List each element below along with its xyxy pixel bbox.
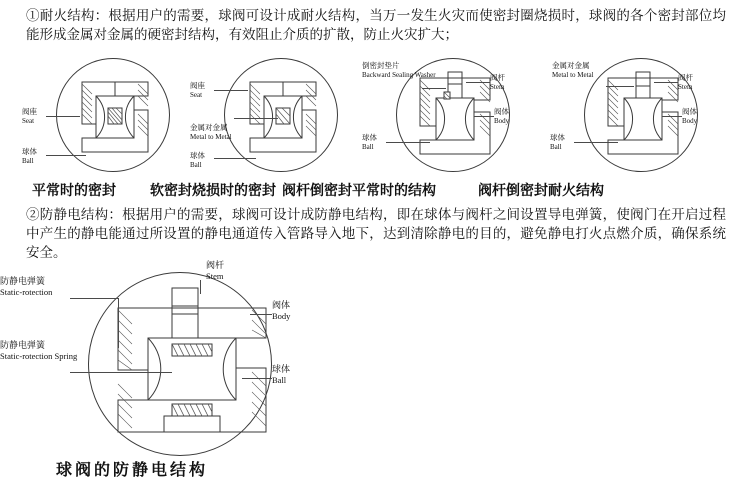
leader-line — [46, 116, 80, 117]
figure-title-antistatic: 球阀的防静电结构 — [56, 462, 209, 479]
label-ball: 球体 Ball — [190, 151, 205, 169]
label-body: 阀体 Body — [494, 107, 510, 125]
leader-line — [422, 88, 446, 89]
leader-line — [654, 82, 678, 83]
leader-line — [606, 86, 634, 87]
figure-antistatic-structure — [0, 260, 390, 454]
leader-line — [574, 142, 618, 143]
leader-line — [242, 378, 272, 379]
leader-line — [250, 314, 272, 315]
figure-big-drawing — [60, 272, 390, 454]
label-ball: 球体 Ball — [22, 147, 37, 165]
caption-stem-backseat-firesafe: 阀杆倒密封耐火结构 — [478, 184, 604, 199]
paragraph-antistatic: ②防静电结构：根据用户的需要，球阀可设计成防静电结构，即在球体与阀杆之间设置导电弹簧，使阀门在开启过程中产生的静电能通过所设置的静电通道传入管路导入地下，达到清除静电的目的，避免静电打火点燃介质，确保系统安全。 — [26, 207, 726, 260]
leader-line — [70, 372, 172, 373]
figure-stem-backseat-normal — [362, 52, 534, 180]
figure-normal-sealing — [22, 52, 194, 180]
label-antistatic-spring-bottom: 防静电弹簧 Static-rotection Spring — [0, 340, 78, 361]
label-stem: 阀杆 Stem — [490, 73, 505, 91]
figure-row-sealing-structures — [22, 52, 728, 180]
label-body: 阀体 Body — [682, 107, 698, 125]
label-backward-sealing-washer: 倒密封垫片 Backward Sealing Washer — [362, 61, 436, 79]
label-stem: 阀杆 Stem — [206, 260, 225, 281]
leader-line — [474, 116, 494, 117]
caption-normal-sealing: 平常时的密封 — [32, 184, 116, 199]
caption-stem-backseat-normal: 阀杆倒密封平常时的结构 — [282, 184, 436, 199]
label-metal-to-metal: 金属对金属 Metal to Metal — [552, 61, 594, 79]
figure-soft-seal-burnt — [190, 52, 362, 180]
label-seat: 阀座 Seat — [22, 107, 37, 125]
label-ball: 球体 Ball — [362, 133, 377, 151]
label-seat: 阀座 Seat — [190, 81, 205, 99]
leader-line — [386, 142, 430, 143]
leader-line — [200, 280, 201, 294]
leader-line — [46, 155, 86, 156]
caption-soft-seal-burnt: 软密封烧损时的密封 — [150, 184, 276, 199]
label-antistatic-spring-top: 防静电弹簧 Static-rotection — [0, 276, 53, 297]
leader-line — [214, 158, 256, 159]
leader-line — [662, 116, 682, 117]
leader-line — [214, 90, 248, 91]
leader-line — [234, 118, 278, 119]
label-stem: 阀杆 Stem — [678, 73, 693, 91]
label-ball: 球体 Ball — [550, 133, 565, 151]
label-ball: 球体 Ball — [272, 364, 291, 385]
leader-line — [70, 298, 118, 299]
leader-line — [118, 298, 119, 348]
label-body: 阀体 Body — [272, 300, 291, 321]
figure-b-drawing — [190, 52, 362, 180]
paragraph-fire-safe: ①耐火结构：根据用户的需要，球阀可设计成耐火结构，当万一发生火灾而使密封圈烧损时，球阀的各个密封部位均能形成金属对金属的硬密封结构，有效阻止介质的扩散，防止火灾扩大； — [26, 8, 726, 42]
label-metal-to-metal: 金属对金属 Metal to Metal — [190, 123, 232, 141]
figure-stem-backseat-firesafe — [550, 52, 722, 180]
leader-line — [466, 82, 490, 83]
